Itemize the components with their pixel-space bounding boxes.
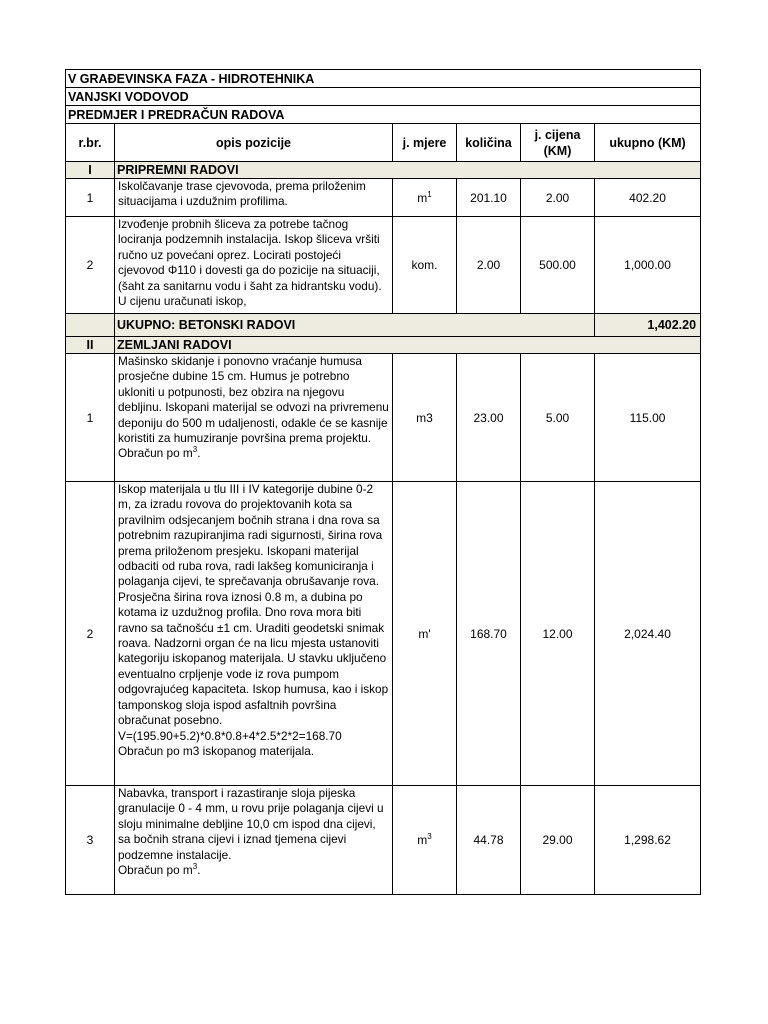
item-unit xyxy=(393,354,457,482)
item-unit-price: 29.00 xyxy=(521,786,595,895)
description-superscript: 3 xyxy=(192,862,198,872)
document-title: PREDMJER I PREDRAČUN RADOVA xyxy=(66,106,701,124)
item-total: 115.00 xyxy=(595,354,701,482)
description-superscript: 3 xyxy=(192,445,198,455)
col-jcijena-line2: (KM) xyxy=(543,143,572,158)
description-tail: . xyxy=(197,863,201,878)
item-unit-price: 500.00 xyxy=(521,217,595,314)
item-unit-price: 5.00 xyxy=(521,354,595,482)
summary-value: 1,402.20 xyxy=(595,314,701,337)
item-total: 2,024.40 xyxy=(595,482,701,786)
summary-row xyxy=(66,314,701,337)
description-tail: . xyxy=(197,446,201,461)
unit-base: m xyxy=(417,833,428,847)
item-total: 1,298.62 xyxy=(595,786,701,895)
item-total: 1,000.00 xyxy=(595,217,701,314)
bill-of-quantities-table xyxy=(65,69,701,895)
item-quantity: 2.00 xyxy=(457,217,521,314)
col-rbr: r.br. xyxy=(66,124,115,162)
section-number: I xyxy=(66,162,115,179)
item-quantity: 44.78 xyxy=(457,786,521,895)
section-title: ZEMLJANI RADOVI xyxy=(115,337,701,354)
item-description xyxy=(115,354,393,482)
phase-title: V GRAĐEVINSKA FAZA - HIDROTEHNIKA xyxy=(66,70,701,88)
section-title: PRIPREMNI RADOVI xyxy=(115,162,701,179)
column-header-row xyxy=(66,124,701,162)
col-jcijena xyxy=(521,124,595,162)
col-kolicina: količina xyxy=(457,124,521,162)
item-number: 2 xyxy=(66,217,115,314)
item-quantity: 168.70 xyxy=(457,482,521,786)
item-number: 1 xyxy=(66,354,115,482)
item-description-text: Iskop materijala u tlu III i IV kategorije dubine 0-2 m, za izradu rovova do projektovanih kota sa pravilnim odsjecanjem bočnih strana i dna rova sa potrebnim razupiranjima radi sigurnosti, širina rova prema priloženom presjeku. Iskopani materijal odbaciti od ruba rova, radi lakšeg komuniciranja i polaganja cijevi, te sprečavanja obrušavanje rova. Prosječna širina rova iznosi 0.8 m, a dubina po kotama iz uzdužnog profila. Dno rova mora biti ravno sa tačnošću ±1 cm. Uraditi geodetski snimak roava. Nadzorni organ će na licu mjesta ustanoviti kategoriju iskopanog materijala. U stavku uključeno eventualno crpljenje vode iz rova pumpom odgovrajućeg kapaciteta. Iskop humusa, kao i iskop tamponskog sloja ispod asfaltnih površina obračunat posebno. V=(195.90+5.2)*0.8*0.8+4*2.5*2*2=168.70 Obračun po m3 iskopanog materijala. xyxy=(118,482,389,758)
table-row xyxy=(66,786,701,895)
summary-label: UKUPNO: BETONSKI RADOVI xyxy=(115,314,595,337)
item-description: Izvođenje probnih šliceva za potrebe tačnog lociranja podzemnih instalacija. Iskop šliceva vršiti ručno uz povećani oprez. Locirati postojeći cjevovod Φ110 i dovesti ga do pozicije na situaciji, (šaht za sanitarnu vodu i šaht za hidrantsku vodu). U cijenu uračunati iskop, xyxy=(115,217,393,314)
item-unit-price: 12.00 xyxy=(521,482,595,786)
item-description: Iskolčavanje trase cjevovoda, prema priloženim situacijama i uzdužnim profilima. xyxy=(115,179,393,217)
unit-superscript: 1 xyxy=(427,189,432,199)
item-description xyxy=(115,482,393,786)
item-unit xyxy=(393,786,457,895)
unit-base: kom. xyxy=(411,258,438,272)
item-description-text: Nabavka, transport i razastiranje sloja pijeska granulacije 0 - 4 mm, u rovu prije polaganja cijevi u sloju minimalne debljine 10,0 cm ispod dna cijevi, sa bočnih strana cijevi i iznad tjemena cijevi podzemne instalacije. Obračun po m xyxy=(118,786,384,878)
subject-title: VANJSKI VODOVOD xyxy=(66,88,701,106)
item-unit-price: 2.00 xyxy=(521,179,595,217)
section-row xyxy=(66,162,701,179)
item-description-text: Mašinsko skidanje i ponovno vraćanje humusa prosječne dubine 15 cm. Humus je potrebno ukloniti u potpunosti, bez obzira na njegovu debljinu. Iskopani materijal se odvozi na privremenu deponiju do 500 m udaljenosti, odakle će se kasnije koristiti za humuziranje površina prema projektu. Obračun po m xyxy=(118,354,389,461)
item-quantity: 23.00 xyxy=(457,354,521,482)
unit-superscript: 3 xyxy=(427,832,432,841)
table-row xyxy=(66,217,701,314)
section-row xyxy=(66,337,701,354)
table-row xyxy=(66,354,701,482)
table-row xyxy=(66,482,701,786)
col-jcijena-line1: j. cijena xyxy=(534,127,581,142)
unit-base: m xyxy=(417,190,428,205)
item-unit xyxy=(393,179,457,217)
item-total: 402.20 xyxy=(595,179,701,217)
item-number: 2 xyxy=(66,482,115,786)
item-number: 1 xyxy=(66,179,115,217)
section-number: II xyxy=(66,337,115,354)
table-row xyxy=(66,179,701,217)
col-jmjere: j. mjere xyxy=(393,124,457,162)
unit-base: m3 xyxy=(416,410,433,425)
item-quantity: 201.10 xyxy=(457,179,521,217)
item-number: 3 xyxy=(66,786,115,895)
item-description xyxy=(115,786,393,895)
item-unit xyxy=(393,482,457,786)
item-unit xyxy=(393,217,457,314)
col-opis: opis pozicije xyxy=(115,124,393,162)
col-ukupno: ukupno (KM) xyxy=(595,124,701,162)
unit-base: m' xyxy=(418,626,431,641)
